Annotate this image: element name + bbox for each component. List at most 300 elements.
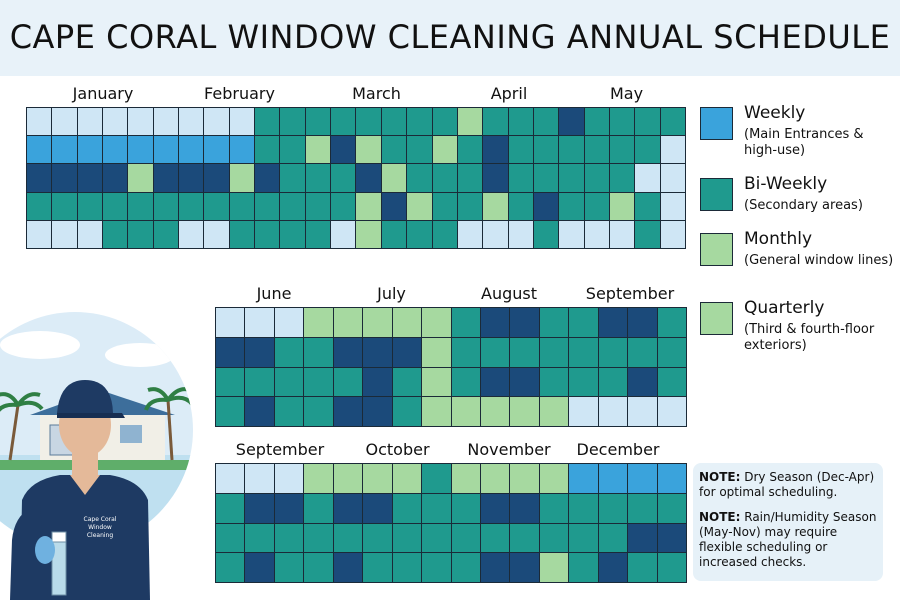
schedule-cell <box>658 338 686 367</box>
note-1-label: NOTE: <box>699 470 741 484</box>
schedule-cell <box>216 338 244 367</box>
schedule-cell <box>363 308 391 337</box>
schedule-cell <box>559 108 583 135</box>
legend-sub-quarterly: (Third & fourth-floor exteriors) <box>744 322 875 353</box>
shirt-logo-line-3: Cleaning <box>86 532 114 539</box>
legend-swatch-quarterly <box>700 302 733 335</box>
schedule-grid-row-3 <box>215 463 687 583</box>
schedule-cell <box>481 494 509 523</box>
schedule-cell <box>27 108 51 135</box>
schedule-cell <box>635 136 659 163</box>
schedule-cell <box>230 221 254 248</box>
schedule-cell <box>635 108 659 135</box>
schedule-cell <box>433 164 457 191</box>
schedule-cell <box>661 136 685 163</box>
schedule-cell <box>275 308 303 337</box>
schedule-cell <box>154 108 178 135</box>
schedule-cell <box>481 308 509 337</box>
schedule-cell <box>154 164 178 191</box>
schedule-cell <box>569 524 597 553</box>
schedule-cell <box>510 524 538 553</box>
schedule-cell <box>356 108 380 135</box>
schedule-cell <box>393 464 421 493</box>
schedule-cell <box>78 164 102 191</box>
schedule-cell <box>154 221 178 248</box>
schedule-cell <box>433 193 457 220</box>
legend-swatch-weekly <box>700 107 733 140</box>
schedule-cell <box>658 397 686 426</box>
schedule-cell <box>363 553 391 582</box>
schedule-cell <box>658 368 686 397</box>
note-2-text: Rain/Humidity Season (May-Nov) may require flexible scheduling or increased checks. <box>699 510 877 569</box>
schedule-cell <box>585 108 609 135</box>
schedule-cell <box>635 193 659 220</box>
schedule-cell <box>559 136 583 163</box>
schedule-cell <box>483 108 507 135</box>
schedule-cell <box>363 368 391 397</box>
schedule-cell <box>52 164 76 191</box>
schedule-cell <box>103 164 127 191</box>
schedule-cell <box>230 193 254 220</box>
schedule-cell <box>78 193 102 220</box>
schedule-cell <box>356 221 380 248</box>
schedule-cell <box>204 221 228 248</box>
note-2-label: NOTE: <box>699 510 741 524</box>
legend-label-biweekly: Bi-Weekly <box>744 174 828 194</box>
schedule-cell <box>393 368 421 397</box>
schedule-cell <box>275 464 303 493</box>
schedule-cell <box>540 397 568 426</box>
schedule-cell <box>658 308 686 337</box>
schedule-cell <box>179 136 203 163</box>
schedule-cell <box>540 524 568 553</box>
schedule-cell <box>245 524 273 553</box>
month-label-december: December <box>576 440 660 459</box>
schedule-cell <box>356 164 380 191</box>
schedule-cell <box>658 494 686 523</box>
schedule-cell <box>540 553 568 582</box>
month-label-march: March <box>352 84 401 103</box>
schedule-cell <box>230 136 254 163</box>
schedule-cell <box>334 308 362 337</box>
legend-sub-weekly: (Main Entrances & high-use) <box>744 127 864 158</box>
schedule-cell <box>306 193 330 220</box>
schedule-cell <box>103 108 127 135</box>
schedule-cell <box>334 338 362 367</box>
schedule-cell <box>245 338 273 367</box>
schedule-cell <box>393 524 421 553</box>
schedule-cell <box>245 494 273 523</box>
schedule-cell <box>452 397 480 426</box>
schedule-cell <box>356 193 380 220</box>
schedule-cell <box>245 308 273 337</box>
schedule-cell <box>628 464 656 493</box>
schedule-cell <box>628 553 656 582</box>
schedule-cell <box>393 397 421 426</box>
schedule-cell <box>27 164 51 191</box>
page-title: CAPE CORAL WINDOW CLEANING ANNUAL SCHEDULE <box>9 18 891 56</box>
schedule-cell <box>275 338 303 367</box>
schedule-cell <box>255 193 279 220</box>
schedule-cell <box>540 494 568 523</box>
schedule-cell <box>356 136 380 163</box>
schedule-cell <box>610 108 634 135</box>
schedule-cell <box>569 338 597 367</box>
schedule-cell <box>304 368 332 397</box>
schedule-cell <box>599 338 627 367</box>
schedule-cell <box>331 108 355 135</box>
schedule-cell <box>661 108 685 135</box>
month-label-june: June <box>256 284 292 303</box>
schedule-cell <box>52 108 76 135</box>
schedule-cell <box>78 136 102 163</box>
schedule-cell <box>599 524 627 553</box>
schedule-cell <box>599 368 627 397</box>
schedule-cell <box>204 193 228 220</box>
schedule-cell <box>393 494 421 523</box>
schedule-cell <box>635 164 659 191</box>
schedule-cell <box>306 221 330 248</box>
schedule-cell <box>216 308 244 337</box>
schedule-cell <box>509 193 533 220</box>
schedule-cell <box>363 464 391 493</box>
schedule-cell <box>422 397 450 426</box>
schedule-cell <box>628 494 656 523</box>
schedule-cell <box>585 193 609 220</box>
schedule-cell <box>334 494 362 523</box>
schedule-cell <box>216 397 244 426</box>
schedule-cell <box>510 338 538 367</box>
schedule-cell <box>569 308 597 337</box>
legend-quarterly <box>700 300 895 364</box>
schedule-cell <box>255 108 279 135</box>
schedule-cell <box>628 524 656 553</box>
schedule-cell <box>393 338 421 367</box>
schedule-cell <box>52 136 76 163</box>
schedule-cell <box>78 108 102 135</box>
schedule-cell <box>661 164 685 191</box>
month-label-october: October <box>365 440 430 459</box>
legend-label-monthly: Monthly <box>744 229 813 249</box>
schedule-cell <box>52 221 76 248</box>
schedule-cell <box>534 136 558 163</box>
schedule-cell <box>230 164 254 191</box>
schedule-cell <box>306 164 330 191</box>
schedule-cell <box>204 108 228 135</box>
month-label-january: January <box>72 84 134 103</box>
schedule-cell <box>452 464 480 493</box>
shirt-logo-line-2: Window <box>88 524 112 531</box>
schedule-cell <box>363 524 391 553</box>
schedule-cell <box>452 524 480 553</box>
schedule-cell <box>481 524 509 553</box>
schedule-cell <box>306 136 330 163</box>
schedule-cell <box>540 338 568 367</box>
month-label-july: July <box>377 284 406 303</box>
schedule-cell <box>509 136 533 163</box>
schedule-cell <box>534 221 558 248</box>
schedule-cell <box>27 221 51 248</box>
schedule-cell <box>569 397 597 426</box>
schedule-cell <box>179 164 203 191</box>
schedule-cell <box>559 221 583 248</box>
month-label-may: May <box>609 84 644 103</box>
schedule-cell <box>216 494 244 523</box>
schedule-cell <box>509 108 533 135</box>
schedule-cell <box>204 164 228 191</box>
month-label-november: November <box>467 440 551 459</box>
schedule-cell <box>422 494 450 523</box>
schedule-cell <box>128 108 152 135</box>
schedule-cell <box>382 193 406 220</box>
schedule-cell <box>154 193 178 220</box>
schedule-cell <box>658 553 686 582</box>
schedule-cell <box>280 193 304 220</box>
schedule-cell <box>407 221 431 248</box>
schedule-cell <box>304 464 332 493</box>
schedule-cell <box>599 553 627 582</box>
schedule-cell <box>179 108 203 135</box>
legend-sub-biweekly: (Secondary areas) <box>744 198 863 213</box>
schedule-cell <box>610 164 634 191</box>
schedule-cell <box>407 193 431 220</box>
schedule-cell <box>334 368 362 397</box>
schedule-cell <box>331 136 355 163</box>
schedule-cell <box>510 368 538 397</box>
notes-box <box>693 463 883 581</box>
month-label-september: September <box>585 284 675 303</box>
schedule-cell <box>280 221 304 248</box>
schedule-cell <box>510 308 538 337</box>
schedule-cell <box>481 338 509 367</box>
schedule-cell <box>275 553 303 582</box>
schedule-cell <box>534 164 558 191</box>
schedule-cell <box>334 397 362 426</box>
month-label-august: August <box>481 284 537 303</box>
schedule-cell <box>510 464 538 493</box>
schedule-cell <box>540 368 568 397</box>
legend-monthly <box>700 231 895 291</box>
schedule-cell <box>559 193 583 220</box>
schedule-cell <box>382 136 406 163</box>
schedule-cell <box>483 193 507 220</box>
schedule-cell <box>458 136 482 163</box>
schedule-cell <box>422 553 450 582</box>
schedule-cell <box>304 338 332 367</box>
schedule-cell <box>382 164 406 191</box>
schedule-cell <box>216 464 244 493</box>
schedule-cell <box>422 464 450 493</box>
schedule-cell <box>255 136 279 163</box>
legend-swatch-monthly <box>700 233 733 266</box>
schedule-cell <box>422 368 450 397</box>
schedule-cell <box>422 308 450 337</box>
schedule-cell <box>534 108 558 135</box>
schedule-cell <box>363 338 391 367</box>
schedule-cell <box>179 221 203 248</box>
schedule-cell <box>128 136 152 163</box>
schedule-cell <box>610 136 634 163</box>
schedule-cell <box>393 553 421 582</box>
schedule-cell <box>585 136 609 163</box>
legend-label-weekly: Weekly <box>744 103 806 123</box>
schedule-cell <box>452 368 480 397</box>
note-rain-season <box>699 510 877 570</box>
schedule-cell <box>216 368 244 397</box>
schedule-cell <box>255 164 279 191</box>
schedule-cell <box>280 108 304 135</box>
schedule-cell <box>407 108 431 135</box>
schedule-cell <box>540 464 568 493</box>
schedule-cell <box>628 338 656 367</box>
schedule-cell <box>422 524 450 553</box>
schedule-cell <box>245 397 273 426</box>
schedule-cell <box>275 494 303 523</box>
schedule-cell <box>363 397 391 426</box>
schedule-cell <box>458 221 482 248</box>
schedule-cell <box>179 193 203 220</box>
schedule-cell <box>585 221 609 248</box>
schedule-cell <box>154 136 178 163</box>
schedule-cell <box>635 221 659 248</box>
schedule-cell <box>510 553 538 582</box>
schedule-cell <box>128 193 152 220</box>
schedule-cell <box>331 193 355 220</box>
schedule-cell <box>304 553 332 582</box>
schedule-cell <box>275 368 303 397</box>
schedule-cell <box>382 221 406 248</box>
schedule-cell <box>585 164 609 191</box>
schedule-cell <box>433 108 457 135</box>
schedule-cell <box>658 524 686 553</box>
schedule-cell <box>306 108 330 135</box>
legend-label-quarterly: Quarterly <box>744 298 825 318</box>
schedule-cell <box>481 553 509 582</box>
schedule-cell <box>599 397 627 426</box>
schedule-cell <box>433 136 457 163</box>
schedule-cell <box>393 308 421 337</box>
schedule-cell <box>628 308 656 337</box>
schedule-cell <box>483 221 507 248</box>
schedule-cell <box>510 494 538 523</box>
schedule-cell <box>363 494 391 523</box>
legend-sub-monthly: (General window lines) <box>744 253 894 268</box>
schedule-cell <box>245 464 273 493</box>
schedule-cell <box>433 221 457 248</box>
schedule-cell <box>52 193 76 220</box>
schedule-cell <box>452 308 480 337</box>
schedule-cell <box>382 108 406 135</box>
schedule-cell <box>510 397 538 426</box>
schedule-grid-row-1 <box>26 107 686 249</box>
schedule-cell <box>27 193 51 220</box>
schedule-cell <box>661 193 685 220</box>
schedule-cell <box>128 221 152 248</box>
legend-weekly <box>700 105 895 165</box>
schedule-cell <box>481 464 509 493</box>
schedule-cell <box>304 524 332 553</box>
schedule-cell <box>245 368 273 397</box>
schedule-cell <box>331 164 355 191</box>
schedule-cell <box>334 524 362 553</box>
schedule-cell <box>569 464 597 493</box>
schedule-cell <box>78 221 102 248</box>
schedule-cell <box>658 464 686 493</box>
legend-swatch-biweekly <box>700 178 733 211</box>
schedule-cell <box>304 308 332 337</box>
schedule-cell <box>569 368 597 397</box>
schedule-cell <box>628 397 656 426</box>
schedule-cell <box>481 397 509 426</box>
schedule-cell <box>483 136 507 163</box>
schedule-cell <box>245 553 273 582</box>
schedule-cell <box>452 338 480 367</box>
schedule-cell <box>334 553 362 582</box>
month-label-february: February <box>204 84 275 103</box>
schedule-cell <box>569 494 597 523</box>
schedule-cell <box>407 136 431 163</box>
schedule-cell <box>304 397 332 426</box>
schedule-cell <box>458 193 482 220</box>
note-1-text: Dry Season (Dec-Apr) for optimal scheduling. <box>699 470 875 499</box>
schedule-cell <box>230 108 254 135</box>
schedule-cell <box>628 368 656 397</box>
schedule-cell <box>458 164 482 191</box>
schedule-cell <box>407 164 431 191</box>
schedule-cell <box>280 164 304 191</box>
schedule-cell <box>27 136 51 163</box>
schedule-cell <box>661 221 685 248</box>
schedule-cell <box>481 368 509 397</box>
schedule-cell <box>275 524 303 553</box>
schedule-cell <box>599 494 627 523</box>
schedule-cell <box>509 164 533 191</box>
schedule-cell <box>422 338 450 367</box>
schedule-cell <box>483 164 507 191</box>
schedule-cell <box>452 494 480 523</box>
schedule-cell <box>204 136 228 163</box>
window-cleaner-illustration <box>0 310 215 600</box>
note-dry-season <box>699 470 877 500</box>
schedule-cell <box>509 221 533 248</box>
legend-biweekly <box>700 176 895 226</box>
schedule-cell <box>103 136 127 163</box>
schedule-cell <box>216 524 244 553</box>
schedule-cell <box>458 108 482 135</box>
schedule-cell <box>599 308 627 337</box>
schedule-cell <box>128 164 152 191</box>
month-label-september-2: September <box>235 440 325 459</box>
month-label-april: April <box>490 84 528 103</box>
schedule-cell <box>559 164 583 191</box>
schedule-cell <box>275 397 303 426</box>
schedule-cell <box>610 193 634 220</box>
schedule-cell <box>599 464 627 493</box>
shirt-logo-line-1: Cape Coral <box>83 516 117 523</box>
schedule-cell <box>103 221 127 248</box>
schedule-cell <box>534 193 558 220</box>
schedule-cell <box>540 308 568 337</box>
schedule-cell <box>569 553 597 582</box>
shirt-logo-text <box>84 516 117 539</box>
schedule-cell <box>216 553 244 582</box>
schedule-cell <box>452 553 480 582</box>
schedule-cell <box>334 464 362 493</box>
schedule-cell <box>280 136 304 163</box>
schedule-cell <box>103 193 127 220</box>
schedule-cell <box>304 494 332 523</box>
schedule-cell <box>331 221 355 248</box>
